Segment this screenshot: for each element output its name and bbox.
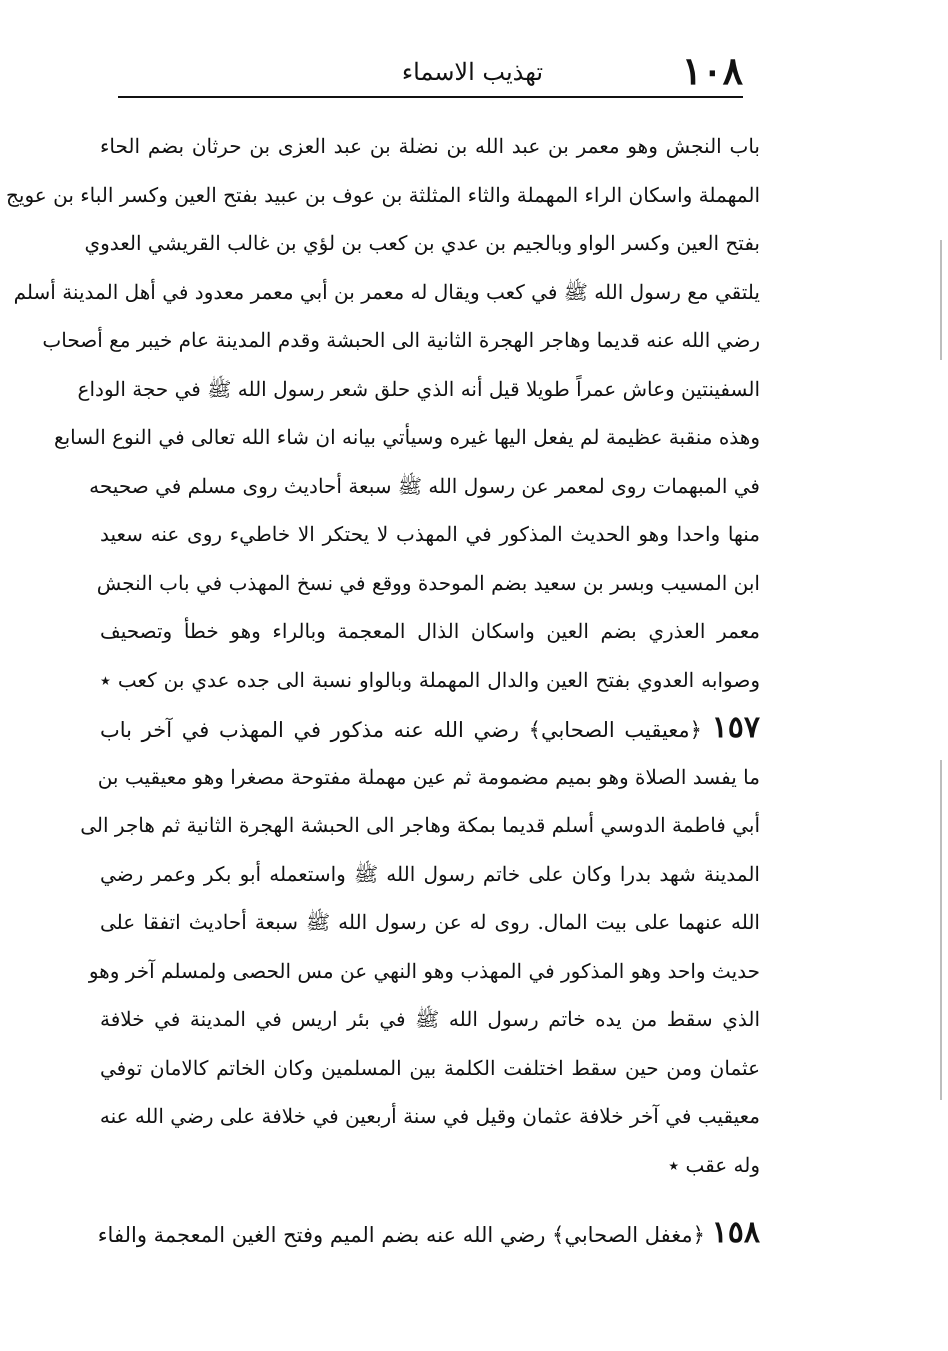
text-line: باب النجش وهو معمر بن عبد الله بن نضلة بن عبد العزى بن حرثان بضم الحاء [100, 134, 760, 158]
text-line: ما يفسد الصلاة وهو بميم مضمومة ثم عين مهملة مفتوحة مصغرا وهو معيقيب بن [97, 764, 760, 789]
text-line: المهملة واسكان الراء المهملة والثاء المثلثة بن عوف بن عبيد بفتح العين وكسر الباء بن عويج [6, 182, 760, 207]
text-line: عثمان ومن حين سقط اختلفت الكلمة بين المسلمين وكان الخاتم كالامان توفي [100, 1055, 760, 1080]
text-line: وصوابه العدوي بفتح العين والدال المهملة وبالواو نسبة الى جده عدي بن كعب ٭ [100, 667, 760, 692]
entry-heading-text: ﴿مغفل الصحابي﴾ رضي الله عنه بضم الميم وفتح الغين المعجمة والفاء [97, 1223, 705, 1247]
text-line: السفينتين وعاش عمراً طويلا قيل أنه الذي حلق شعر رسول الله ﷺ في حجة الوداع [77, 376, 760, 401]
entry-heading-text: ﴿معيقيب الصحابي﴾ رضي الله عنه مذكور في المهذب في آخر باب [100, 718, 702, 742]
text-line: يلتقي مع رسول الله ﷺ في كعب ويقال له معمر بن أبي معمر معدود في أهل المدينة أسلم [13, 279, 760, 304]
page-header [118, 48, 743, 94]
running-title: تهذيب الاسماء [401, 58, 543, 86]
text-line: المدينة شهد بدرا وكان على خاتم رسول الله ﷺ واستعمله أبو بكر وعمر رضي [100, 861, 760, 886]
text-line: الله عنهما على بيت المال. روى له عن رسول الله ﷺ سبعة أحاديث اتفقا على [100, 910, 760, 934]
text-line: أبي فاطمة الدوسي أسلم قديما بمكة وهاجر الى الحبشة الهجرة الثانية ثم هاجر الى [80, 813, 760, 837]
text-line: ابن المسيب وبسر بن سعيد بضم الموحدة ووقع في نسخ المهذب في باب النجش [96, 570, 760, 595]
text-line: وهذه منقبة عظيمة لم يفعل اليها غيره وسيأتي بيانه ان شاء الله تعالى في النوع السابع [53, 425, 760, 449]
text-line: حديث واحد وهو المذكور في المهذب وهو النهي عن مس الحصى ولمسلم آخر وهو [88, 958, 760, 983]
text-line: معمر العذري بضم العين واسكان الذال المعجمة وبالراء وهو خطأ وتصحيف [100, 619, 760, 643]
entry-number: ١٥٨ [711, 1215, 760, 1250]
text-line: معيقيب في آخر خلافة عثمان وقيل في سنة أربعين في خلافة على رضي الله عنه [99, 1104, 760, 1128]
text-line: الذي سقط من يده خاتم رسول الله ﷺ في بئر اريس في المدينة في خلافة [100, 1007, 760, 1031]
entry-heading-158 [97, 1209, 760, 1258]
scan-edge-mark [940, 240, 942, 360]
page-number: ١٠٨ [681, 48, 743, 93]
text-line: وله عقب ٭ [668, 1152, 760, 1177]
scan-edge-mark [940, 760, 942, 1100]
entry-heading-157 [100, 704, 760, 753]
text-line: منها واحدا وهو الحديث المذكور في المهذب لا يحتكر الا خاطيء روى عنه سعيد [100, 522, 760, 546]
text-line: رضي الله عنه قديما وهاجر الهجرة الثانية الى الحبشة وقدم المدينة عام خيبر مع أصحاب [42, 328, 760, 352]
header-rule [118, 96, 743, 98]
main-text [6, 122, 760, 1258]
entry-number: ١٥٧ [711, 710, 760, 745]
text-line: في المبهمات روى لمعمر عن رسول الله ﷺ سبعة أحاديث روى مسلم في صحيحه [89, 473, 760, 498]
text-line: بفتح العين وكسر الواو وبالجيم بن عدي بن كعب بن لؤي بن غالب القريشي العدوي [84, 231, 760, 255]
